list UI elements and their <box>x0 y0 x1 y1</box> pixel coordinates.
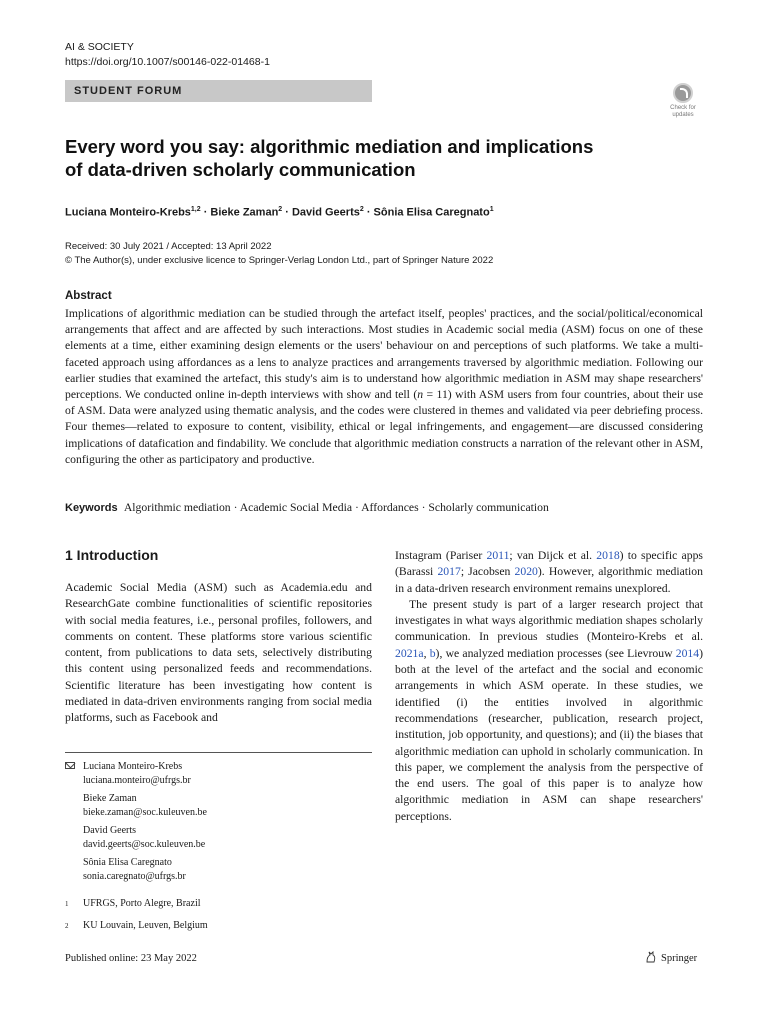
copyright-notice: © The Author(s), under exclusive licence to Springer-Verlag London Ltd., part of Springer Nature 2022 <box>65 255 494 266</box>
abstract-part-b: = 11) with ASM users from four countries, about their use of ASM. Data were analyzed using thematic analysis, and the codes were clustered in themes and validated via peer debriefing process. Four themes—related to exposure to content, visibility, ethical or legal infringements, and engagement—are discussed considering implications of datafication and findability. We conclude that algorithmic mediation constructs a narration of the relevant other in ASM, configuring the other as participatory and productive. <box>65 388 704 466</box>
published-date: Published online: 23 May 2022 <box>65 953 197 964</box>
text-span: The present study is part of a larger research project that investigates in what ways algorithmic mediation shapes scholarly communication. In previous studies (Monteiro-Krebs et al. <box>395 597 703 644</box>
footnote-divider <box>65 752 372 753</box>
publisher-logo <box>645 951 697 964</box>
check-updates-line1: Check for <box>670 105 696 111</box>
article-dates <box>65 240 705 268</box>
section-label: STUDENT FORUM <box>65 80 372 102</box>
left-column <box>65 580 372 727</box>
author-contacts <box>65 760 372 933</box>
author-name[interactable]: Bieke Zaman <box>210 206 279 219</box>
intro-paragraph-2 <box>395 548 703 597</box>
text-span: ; van Dijck et al. <box>509 549 597 562</box>
right-column <box>395 548 703 825</box>
contact-entry <box>83 856 372 883</box>
contact-name: David Geerts <box>83 825 137 836</box>
section-heading-introduction: 1 Introduction <box>65 547 159 563</box>
citation-link[interactable]: 2021a <box>395 646 424 660</box>
journal-name: AI & SOCIETY <box>65 41 134 53</box>
author-affiliation: 2 <box>359 206 364 213</box>
text-span: ), we analyzed mediation processes (see Lievrouw <box>435 646 676 660</box>
check-for-updates-badge[interactable] <box>663 83 703 123</box>
contact-name: Luciana Monteiro-Krebs <box>83 761 183 772</box>
affiliation <box>65 919 372 933</box>
affiliation <box>65 897 372 911</box>
keywords-label: Keywords <box>65 502 118 514</box>
citation-link[interactable]: 2020 <box>514 565 538 579</box>
publisher-name: Springer <box>661 953 698 964</box>
text-span: ). However, algorithmic mediation in a data-driven research environment remains unexplored. <box>395 565 703 595</box>
contact-entry <box>83 792 372 819</box>
author-separator: · <box>200 206 211 219</box>
keywords <box>65 500 705 516</box>
contact-email[interactable]: david.geerts@soc.kuleuven.be <box>83 838 206 850</box>
check-updates-line2: updates <box>672 112 694 118</box>
intro-paragraph-3 <box>395 597 703 825</box>
doi-link[interactable]: https://doi.org/10.1007/s00146-022-01468-1 <box>65 56 270 68</box>
contact-name: Bieke Zaman <box>83 793 137 804</box>
abstract-part-a: Implications of algorithmic mediation can be studied through the artefact itself, peoples' practices, and the social/political/economical arrangements that affect and are affected by such interactions. Most studies in Academic social media (ASM) focus on one of these elements at a time, either examining design elements or the users' behaviour on and perceptions of such platforms. We take a multi-faceted approach using affordances as a lens to analyze practices and arrangements traversed by algorithmic mediation. Following our earlier studies that examined the artefact, this study's aim is to understand how algorithmic mediation in ASM may shape researchers' perceptions. We conducted online in-depth interviews with show and tell ( <box>65 307 703 402</box>
citation-link[interactable]: 2017 <box>437 565 461 579</box>
keywords-list: Algorithmic mediation · Academic Social Media · Affordances · Scholarly communication <box>123 501 549 514</box>
check-updates-icon <box>673 83 693 103</box>
title-line-1: Every word you say: algorithmic mediation and implications <box>65 136 594 157</box>
citation-link[interactable]: 2014 <box>675 646 700 660</box>
text-span: ) to specific apps (Barassi <box>395 549 703 579</box>
springer-horse-icon <box>645 951 657 963</box>
contact-name: Sônia Elisa Caregnato <box>83 857 172 868</box>
contact-email[interactable]: bieke.zaman@soc.kuleuven.be <box>83 806 207 818</box>
envelope-icon <box>65 762 75 769</box>
affiliation-text: KU Louvain, Leuven, Belgium <box>83 920 208 931</box>
received-accepted: Received: 30 July 2021 / Accepted: 13 April 2022 <box>65 241 272 252</box>
text-span: , <box>423 646 430 660</box>
text-span: Instagram (Pariser <box>395 549 487 562</box>
author-name[interactable]: Sônia Elisa Caregnato <box>373 206 490 219</box>
citation-link[interactable]: 2011 <box>486 549 510 562</box>
author-separator: · <box>282 206 292 219</box>
contact-entry <box>83 824 372 851</box>
affiliation-number: 2 <box>65 922 69 930</box>
author-affiliation: 1 <box>489 206 494 213</box>
author-affiliation: 2 <box>278 206 283 213</box>
author-name[interactable]: Luciana Monteiro-Krebs <box>65 206 191 219</box>
contact-email[interactable]: sonia.caregnato@ufrgs.br <box>83 870 186 882</box>
intro-paragraph-1: Academic Social Media (ASM) such as Academia.edu and ResearchGate combine functionalities of scientific repositories with social media features, i.e., personal profiles, followers, and comments on content. These platforms store various scientific content, from publications to data sets, selectively distributing this content using personalized feeds and recommendations. Scientific literature has been investigating how content is mediated in data-driven environments ranging from social media platforms, such as Facebook and <box>65 581 372 725</box>
author-affiliation: 1,2 <box>190 206 201 213</box>
citation-link[interactable]: 2018 <box>596 549 620 562</box>
affiliation-text: UFRGS, Porto Alegre, Brazil <box>83 898 201 909</box>
citation-link[interactable]: b <box>429 646 436 660</box>
text-span: ; Jacobsen <box>460 565 515 579</box>
text-span: ) both at the level of the artefact and the social and economic arrangements in which ASM operate. In these studies, we identified (i) the entities involved in algorithmic recommendations (researcher, publication, research project, institution, job opportunity, and questions); and (ii) the biases that algorithmic mediation can uphold in scholarly communication. In this paper, we complement the analysis from the perspective of the end users. The goal of this paper is to analyze how algorithmic mediation in ASM can shape researchers' perceptions. <box>395 646 704 823</box>
abstract-n: n <box>417 388 424 402</box>
contact-email[interactable]: luciana.monteiro@ufrgs.br <box>83 774 191 786</box>
title-line-2: of data-driven scholarly communication <box>65 159 416 180</box>
author-name[interactable]: David Geerts <box>291 206 360 219</box>
contact-entry <box>83 760 372 787</box>
affiliation-number: 1 <box>65 900 69 908</box>
author-separator: · <box>363 206 374 219</box>
author-list <box>65 202 705 221</box>
journal-header <box>65 40 270 70</box>
abstract-text <box>65 306 703 468</box>
article-title <box>65 135 625 181</box>
abstract-heading: Abstract <box>65 290 112 302</box>
